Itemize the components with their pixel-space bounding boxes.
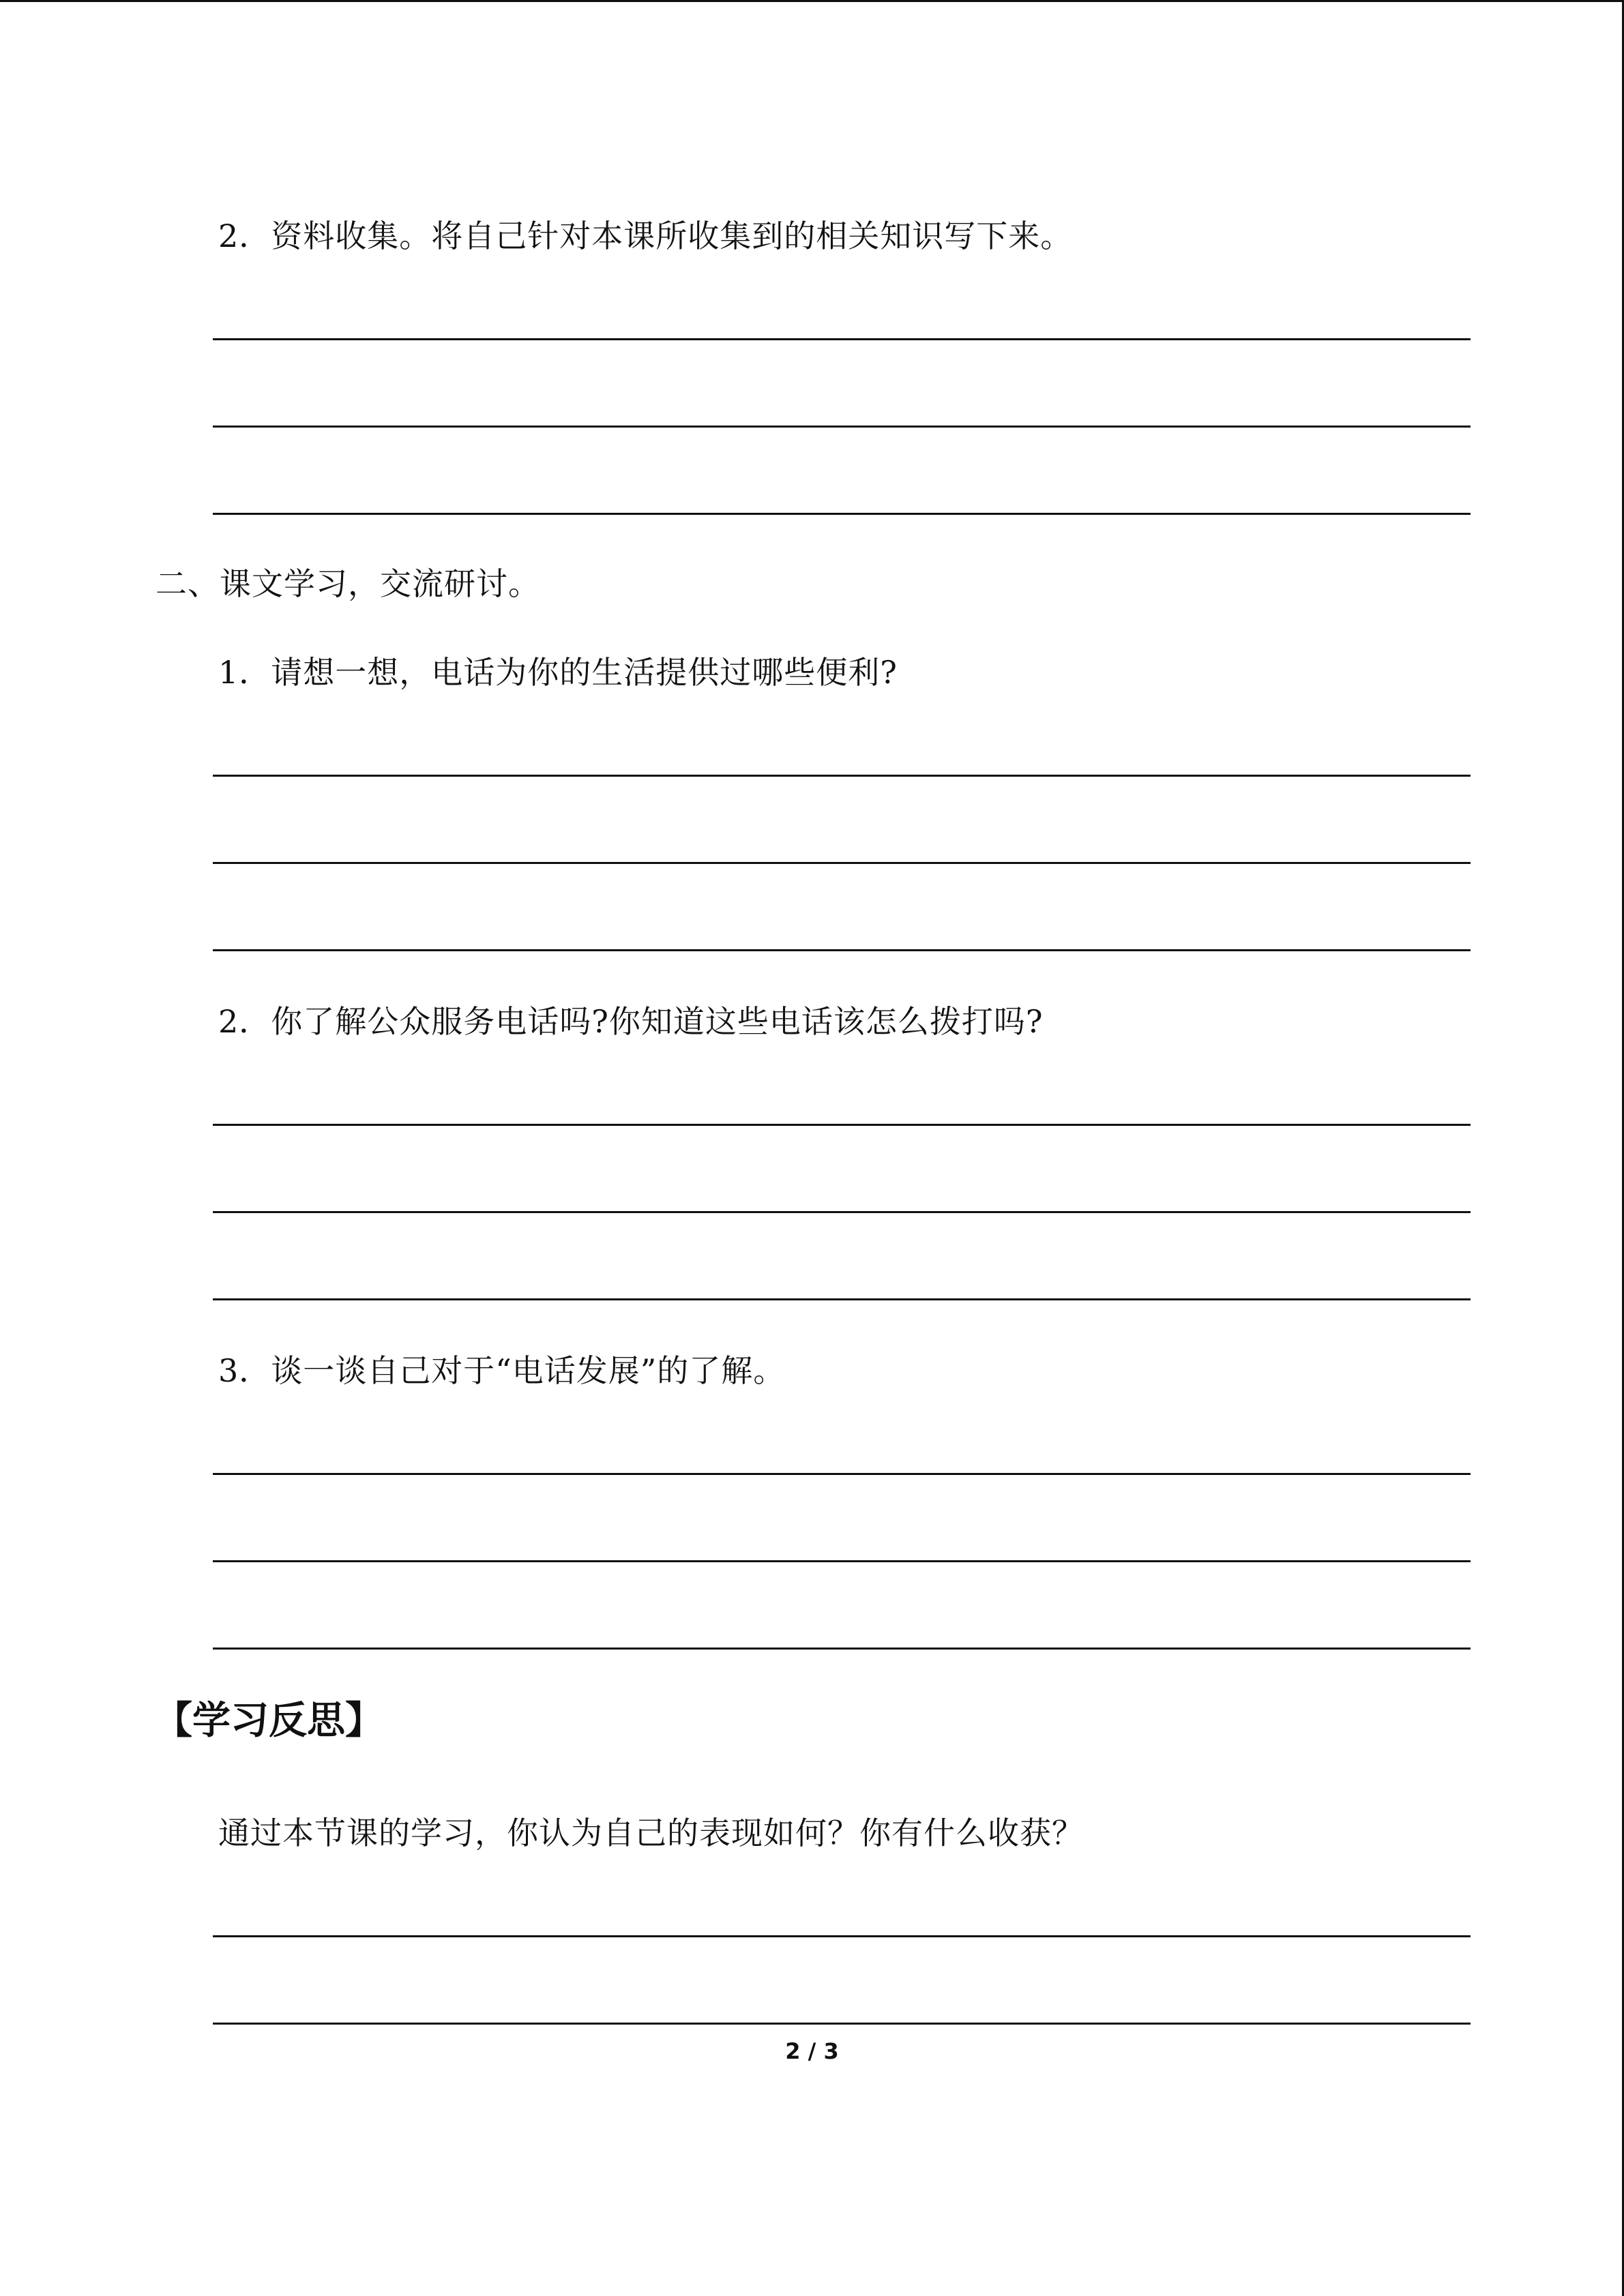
question-phone-development: 3．谈一谈自己对于“电话发展”的了解。 xyxy=(218,1352,786,1389)
answer-line xyxy=(213,513,1471,515)
page-number: 2 / 3 xyxy=(785,2038,839,2064)
question-collect-materials: 2．资料收集。将自己针对本课所收集到的相关知识写下来。 xyxy=(218,218,1073,254)
top-border xyxy=(0,0,1624,2)
answer-line xyxy=(213,862,1471,864)
reflection-prompt: 通过本节课的学习，你认为自己的表现如何？你有什么收获？ xyxy=(218,1815,1084,1851)
answer-line xyxy=(213,1298,1471,1300)
answer-line xyxy=(213,775,1471,777)
answer-line xyxy=(213,949,1471,951)
reflection-heading: 【学习反思】 xyxy=(154,1699,383,1743)
answer-line xyxy=(213,1560,1471,1562)
answer-line xyxy=(213,2023,1471,2025)
answer-line xyxy=(213,1935,1471,1937)
answer-line xyxy=(213,1124,1471,1126)
answer-line xyxy=(213,1473,1471,1475)
answer-line xyxy=(213,338,1471,340)
question-public-service-phones: 2．你了解公众服务电话吗?你知道这些电话该怎么拨打吗? xyxy=(218,1003,1044,1040)
answer-line xyxy=(213,1211,1471,1213)
answer-line xyxy=(213,1648,1471,1650)
answer-line xyxy=(213,426,1471,428)
question-phone-convenience: 1．请想一想，电话为你的生活提供过哪些便利? xyxy=(218,654,898,691)
section-two-title: 二、课文学习，交流研讨。 xyxy=(156,565,540,602)
